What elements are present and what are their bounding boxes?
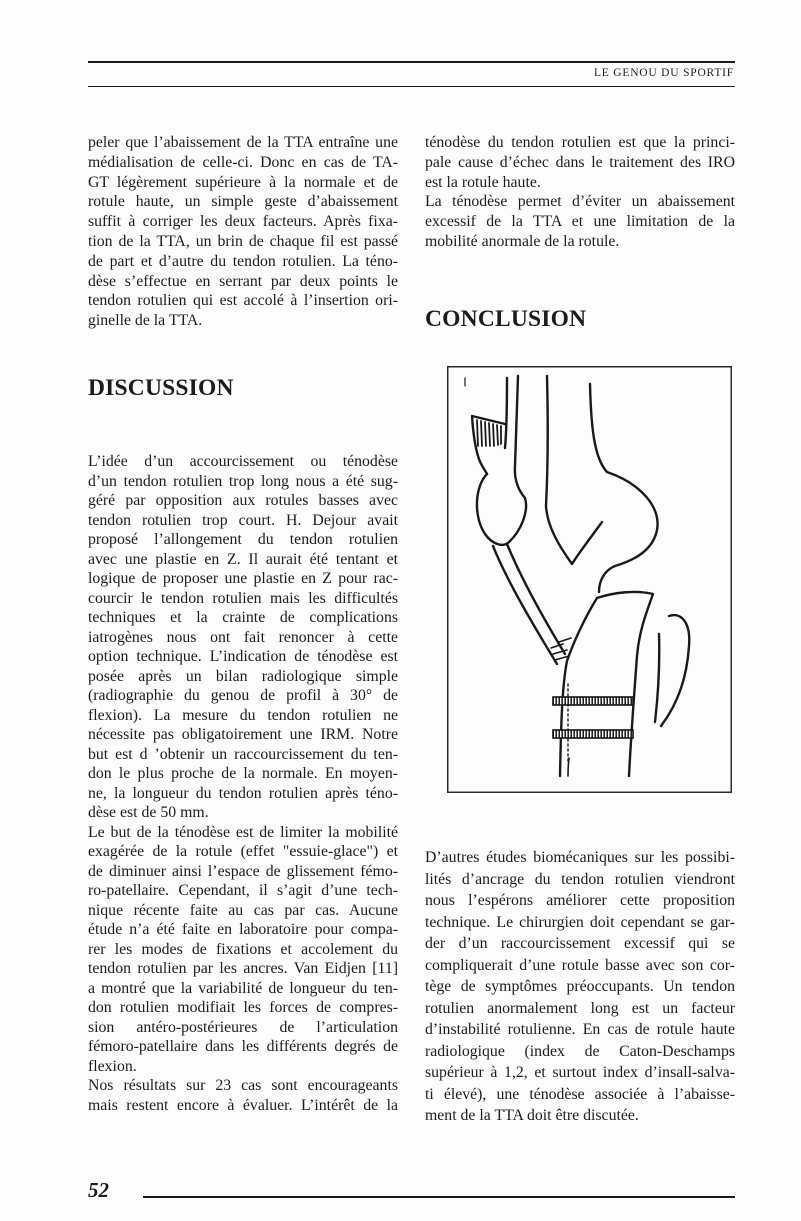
text-line: techniques et la crainte de complications [88,609,398,626]
paragraph [88,133,398,331]
anchor-bar [553,697,633,705]
text-line: étude n’a été faite en laboratoire pour compa- [88,921,398,938]
text-line: d’instabilité rotulienne. En cas de rotule haute [425,1021,735,1038]
paragraph [88,823,398,1077]
knee-illustration-figure [447,366,732,793]
text-line: dèse est de 50 mm. [88,804,209,821]
text-line: D’autres études biomécaniques sur les possibi- [425,849,735,866]
text-line: GT légèrement supérieure à la normale et de [88,173,398,191]
text-line: ti élevé), une ténodèse associée à l’abaisse- [425,1085,735,1103]
text-line: logique de proposer une plastie en Z pour rac- [88,570,398,587]
text-line: compliquerait d’une rotule basse avec son cor- [425,956,735,974]
text-line: Le but de la ténodèse est de limiter la mobilité [88,823,398,841]
text-line: option technique. L’indication de ténodèse est [88,648,398,665]
section-heading-conclusion: CONCLUSION [425,306,587,332]
tibia-outline [560,592,653,776]
text-line: exagérée de la rotule (effet "essuie-glace") et [88,843,398,860]
text-line: ro-patellaire. Cependant, il s’agit d’une tech- [88,882,398,899]
page-number: 52 [88,1178,109,1202]
text-line: ne, la longueur du tendon rotulien après téno- [88,784,398,802]
text-line: don le plus proche de la normale. En moyen- [88,765,398,782]
text-line: technique. Le chirurgien doit cependant se gar- [425,913,735,931]
text-line: rotule haute, un simple geste d’abaissement [88,193,398,211]
text-line: nous l’espérons améliorer cette proposition [425,892,735,909]
text-line: est la rotule haute. [425,173,541,191]
left-column-continuation [88,133,398,331]
text-line: tendon rotulien par les ancres. Van Eidjen [11] [88,960,398,977]
text-line: nécessite pas obligatoirement une IRM. Notre [88,726,398,743]
fibula-outline [655,615,689,726]
header-rule-bottom [88,86,735,87]
text-line: sion antéro-postérieures de l’articulation [88,1018,398,1036]
text-line: tendon rotulien trop court. H. Dejour avait [88,511,398,529]
text-line: L’idée d’un accourcissement ou ténodèse [88,453,398,470]
text-line: avec une plastie en Z. Il aurait été tentant et [88,550,398,568]
text-line: La ténodèse permet d’éviter un abaissement [425,193,735,211]
text-line: courcir le tendon rotulien mais les difficultés [88,589,398,607]
text-line: rotulien anormalement long est un facteur [425,999,735,1017]
text-line: dèse s’effectue en serrant par deux points le [88,272,398,290]
text-line: tendon rotulien qui est accolé à l’insertion ori- [88,292,398,310]
text-line: peler que l’abaissement de la TTA entraîne une [88,134,398,151]
text-line: mais restent encore à évaluer. L’intérêt de la [88,1096,398,1114]
discussion-body [88,452,398,1115]
text-line: ténodèse du tendon rotulien est que la princi- [425,134,735,151]
patellar-tendon [493,544,565,664]
text-line: iatrogènes nous ont fait renoncer à cette [88,628,398,646]
text-line: Nos résultats sur 23 cas sont encourageants [88,1077,398,1094]
section-heading-discussion: DISCUSSION [88,375,234,401]
text-line: rer les modes de fixations et accolement du [88,940,398,958]
text-line: posée après un bilan radiologique simple [88,667,398,685]
text-line: médialisation de celle-ci. Donc en cas de TA- [88,153,398,171]
paragraph [425,847,735,1127]
figure-border [448,367,732,793]
text-line: supérieur à 1,2, et surtout index d’insall-salva- [425,1064,735,1081]
text-line: de part et d’autre du tendon rotulien. La téno- [88,252,398,270]
text-line: ment de la TTA doit être discutée. [425,1107,639,1124]
text-line: nique récente faite au cas par cas. Aucune [88,901,398,919]
text-line: tège de symptômes préoccupants. Un tendon [425,978,735,995]
quadriceps-tendon-line [505,378,507,448]
text-line: proposé l’allongement du tendon rotulien [88,531,398,548]
paragraph [88,452,398,823]
text-line: géré par opposition aux rotules basses avec [88,492,398,509]
patella-outline [477,474,526,545]
text-line: suffit à corriger les deux facteurs. Après fixa- [88,213,398,231]
text-line: fémoro-patellaire dans les différents degrés de [88,1038,398,1055]
femur-trochlea-line [546,376,602,564]
text-line: excessif de la TTA et une limitation de la [425,213,735,231]
text-line: but est d ’obtenir un raccourcissement du ten- [88,745,398,763]
footer-rule [143,1196,735,1198]
text-line: lités d’ancrage du tendon rotulien viendront [425,870,735,888]
quadriceps-fibers [477,420,501,446]
knee-drawing [447,366,732,793]
text-line: don rotulien modifiait les forces de compres- [88,999,398,1016]
text-line: flexion). La mesure du tendon rotulien ne [88,706,398,724]
text-line: ginelle de la TTA. [88,312,203,330]
conclusion-body [425,847,735,1127]
text-line: der d’un raccourcissement excessif qui se [425,935,735,952]
anchor-bar [553,730,633,738]
femur-anterior-line [515,376,525,498]
guide-end-mark [568,758,569,776]
femur-condyle-outline [590,384,658,592]
paragraph [425,133,735,192]
text-line: d’un tendon rotulien trop long nous a été sug- [88,472,398,490]
text-line: radiologique (index de Caton-Deschamps [425,1042,735,1060]
paragraph [425,192,735,251]
text-line: tion de la TTA, un brin de chaque fil est passé [88,232,398,250]
header-rule-top [88,61,735,63]
paragraph [88,1076,398,1115]
text-line: a montré que la variabilité de longueur du ten- [88,979,398,997]
right-column-continuation [425,133,735,252]
text-line: flexion. [88,1057,137,1075]
running-title: LE GENOU DU SPORTIF [593,67,734,79]
text-line: de diminuer ainsi l’espace de glissement fémo- [88,862,398,880]
text-line: (radiographie du genou de profil à 30° de [88,687,398,704]
text-line: pale cause d’échec dans le traitement des IRO [425,153,735,171]
text-line: mobilité anormale de la rotule. [425,232,620,250]
